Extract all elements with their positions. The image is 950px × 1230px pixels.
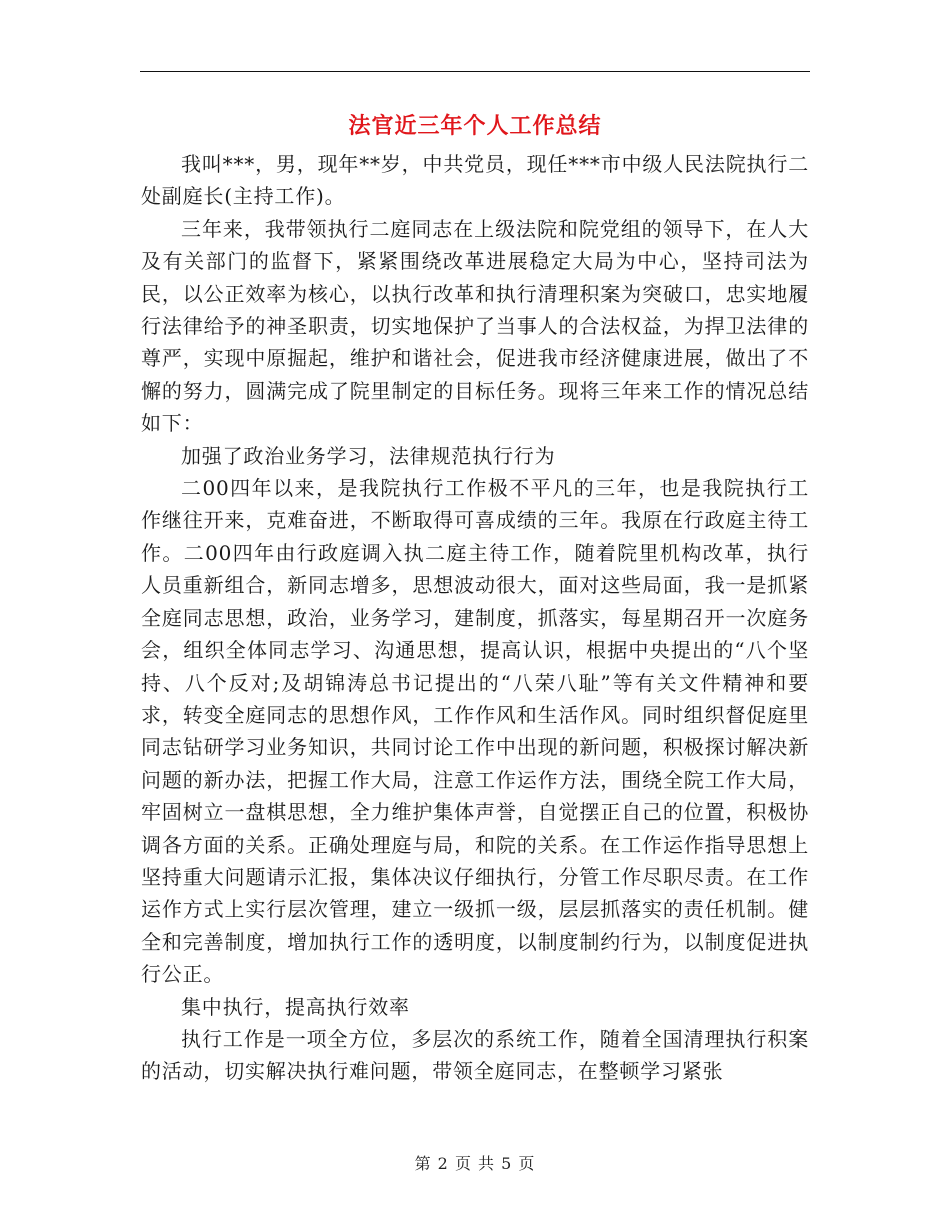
paragraph-efficiency: 执行工作是一项全方位，多层次的系统工作，随着全国清理执行积案的活动，切实解决执行难问题，带领全庭同志，在整顿学习紧张 (141, 1026, 809, 1084)
document-title: 法官近三年个人工作总结 (348, 113, 602, 139)
header-rule (140, 71, 810, 72)
paragraph-intro: 我叫***，男，现年**岁，中共党员，现任***市中级人民法院执行二处副庭长(主持工作)。 (141, 152, 809, 209)
document-body (141, 148, 809, 1088)
page-number-footer: 第 2 页 共 5 页 (414, 1154, 536, 1173)
section-heading-study: 加强了政治业务学习，法律规范执行行为 (181, 443, 556, 468)
section-heading-efficiency: 集中执行，提高执行效率 (181, 994, 410, 1019)
paragraph-overview: 三年来，我带领执行二庭同志在上级法院和院党组的领导下，在人大及有关部门的监督下，紧紧围绕改革进展稳定大局为中心，坚持司法为民，以公正效率为核心，以执行改革和执行清理积案为突破口，忠实地履行法律给予的神圣职责，切实地保护了当事人的合法权益，为捍卫法律的尊严，实现中原掘起，维护和谐社会，促进我市经济健康进展，做出了不懈的努力，圆满完成了院里制定的目标任务。现将三年来工作的情况总结如下： (141, 216, 809, 436)
paragraph-study: 二00四年以来，是我院执行工作极不平凡的三年，也是我院执行工作继往开来，克难奋进，不断取得可喜成绩的三年。我原在行政庭主待工作。二00四年由行政庭调入执二庭主待工作，随着院里机构改革，执行人员重新组合，新同志增多，思想波动很大，面对这些局面，我一是抓紧全庭同志思想，政治，业务学习，建制度，抓落实，每星期召开一次庭务会，组织全体同志学习、沟通思想，提高认识，根据中央提出的“八个坚持、八个反对;及胡锦涛总书记提出的“八荣八耻”等有关文件精神和要求，转变全庭同志的思想作风，工作作风和生活作风。同时组织督促庭里同志钻研学习业务知识，共同讨论工作中出现的新问题，积极探讨解决新问题的新办法，把握工作大局，注意工作运作方法，围绕全院工作大局，牢固树立一盘棋思想，全力维护集体声誉，自觉摆正自己的位置，积极协调各方面的关系。正确处理庭与局，和院的关系。在工作运作指导思想上坚持重大问题请示汇报，集体决议仔细执行，分管工作尽职尽责。在工作运作方式上实行层次管理，建立一级抓一级，层层抓落实的责任机制。健全和完善制度，增加执行工作的透明度，以制度制约行为，以制度促进执行公正。 (141, 476, 809, 987)
